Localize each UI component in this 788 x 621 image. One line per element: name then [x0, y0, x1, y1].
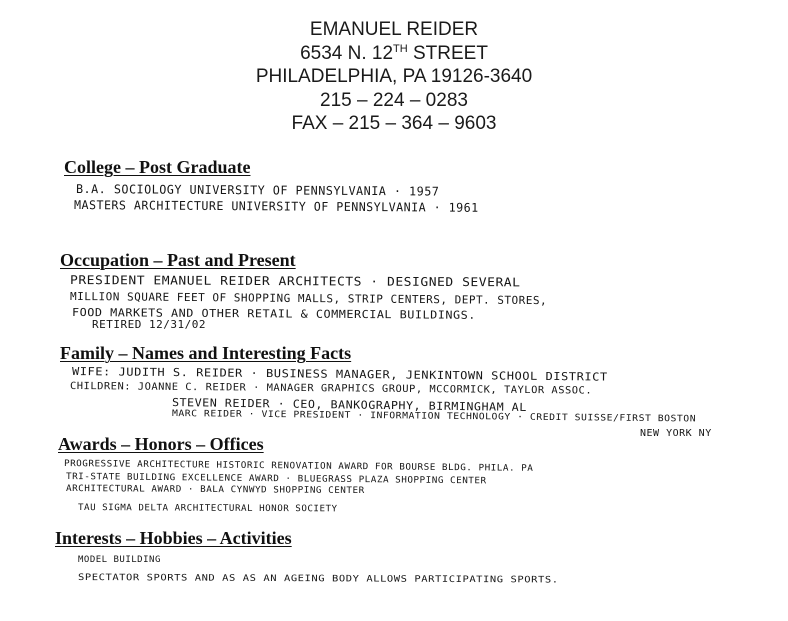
occupation-line-3: FOOD MARKETS AND OTHER RETAIL & COMMERCIAL BUILDINGS.: [71, 306, 476, 322]
occupation-heading: Occupation – Past and Present: [60, 250, 296, 270]
awards-line-1: PROGRESSIVE ARCHITECTURE HISTORIC RENOVATION AWARD FOR BOURSE BLDG. PHILA. PA: [63, 459, 534, 474]
family-line-3: STEVEN REIDER · CEO, BANKOGRAPHY, BIRMINGHAM AL: [171, 396, 527, 414]
family-line-2: CHILDREN: JOANNE C. REIDER · MANAGER GRAPHICS GROUP, MCCORMICK, TAYLOR ASSOC.: [69, 381, 593, 397]
occupation-line-2: MILLION SQUARE FEET OF SHOPPING MALLS, STRIP CENTERS, DEPT. STORES,: [69, 290, 548, 308]
address-line: [0, 42, 788, 66]
college-line-2: MASTERS ARCHITECTURE UNIVERSITY OF PENNSYLVANIA · 1961: [73, 198, 479, 215]
college-heading: College – Post Graduate: [64, 157, 251, 177]
fax-line: FAX – 215 – 364 – 9603: [291, 113, 497, 135]
address-superscript: TH: [393, 42, 408, 55]
letterhead: [0, 18, 788, 136]
interests-line-1: MODEL BUILDING: [78, 555, 161, 565]
family-line-5: NEW YORK NY: [640, 428, 712, 439]
name-line: EMANUEL REIDER: [309, 19, 479, 40]
family-line-4: MARC REIDER · VICE PRESIDENT · INFORMATION TECHNOLOGY · CREDIT SUISSE/FIRST BOSTON: [171, 409, 697, 425]
family-heading: Family – Names and Interesting Facts: [60, 343, 352, 363]
awards-line-2: TRI-STATE BUILDING EXCELLENCE AWARD · BLUEGRASS PLAZA SHOPPING CENTER: [65, 472, 487, 487]
awards-heading: Awards – Honors – Offices: [58, 434, 264, 454]
interests-line-2: SPECTATOR SPORTS AND AS AS AN AGEING BODY ALLOWS PARTICIPATING SPORTS.: [77, 573, 559, 586]
address-street: STREET: [407, 42, 488, 64]
address-number: 6534 N. 12: [300, 42, 394, 64]
awards-line-4: TAU SIGMA DELTA ARCHITECTURAL HONOR SOCIETY: [77, 503, 338, 515]
occupation-line-1: PRESIDENT EMANUEL REIDER ARCHITECTS · DESIGNED SEVERAL: [69, 273, 521, 290]
city-line: PHILADELPHIA, PA 19126-3640: [255, 66, 533, 88]
family-line-1: WIFE: JUDITH S. REIDER · BUSINESS MANAGER, JENKINTOWN SCHOOL DISTRICT: [71, 365, 608, 384]
interests-heading: Interests – Hobbies – Activities: [55, 528, 292, 548]
phone-line: 215 – 224 – 0283: [320, 89, 468, 111]
occupation-line-4: RETIRED 12/31/02: [92, 318, 206, 331]
college-line-1: B.A. SOCIOLOGY UNIVERSITY OF PENNSYLVANIA · 1957: [75, 182, 440, 199]
awards-line-3: ARCHITECTURAL AWARD · BALA CYNWYD SHOPPING CENTER: [65, 484, 365, 497]
